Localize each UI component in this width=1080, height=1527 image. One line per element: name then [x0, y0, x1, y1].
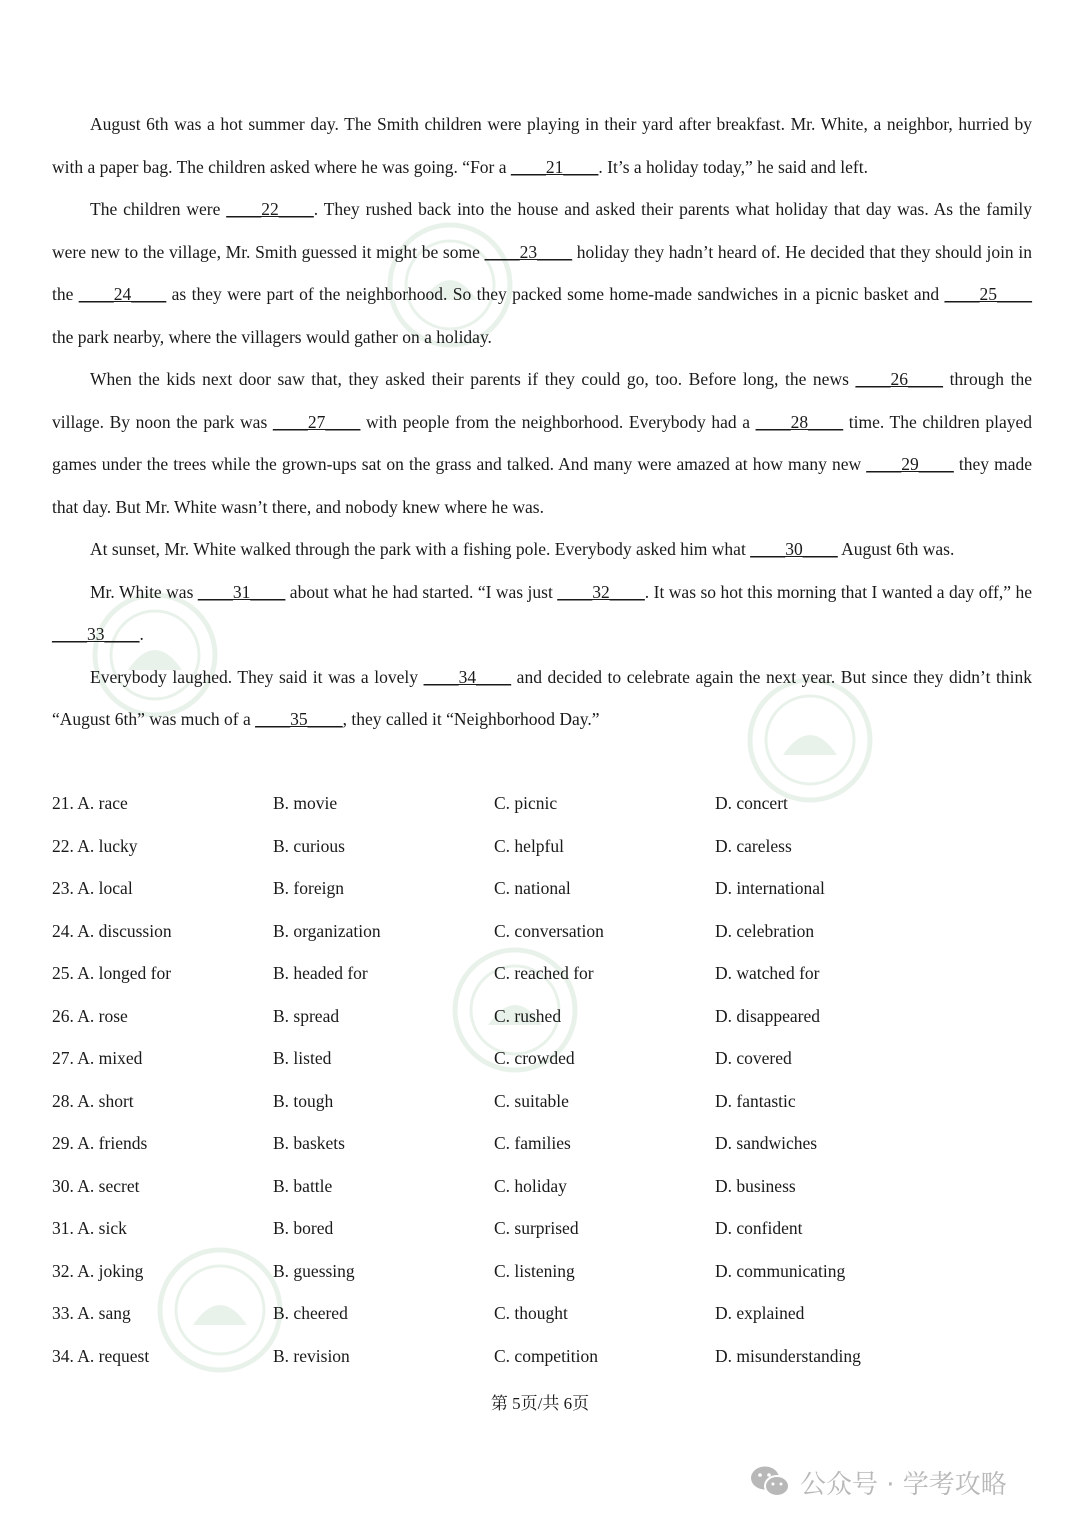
answer-blank: ____24____: [78, 284, 167, 304]
option-choice: 33. A. sang: [52, 1303, 131, 1323]
option-choice: D. explained: [715, 1303, 805, 1323]
passage-paragraph: [52, 571, 1032, 656]
wechat-icon: [750, 1465, 790, 1499]
option-choice: C. families: [494, 1133, 571, 1153]
answer-blank: ____28____: [755, 411, 844, 432]
option-choice: B. organization: [273, 920, 381, 941]
passage-text: time. The children played games under the trees while the grown-ups sat on the grass and talked. And many were amazed at how many new: [52, 411, 1032, 474]
option-choice: C. reached for: [494, 963, 594, 983]
option-choice: 29. A. friends: [52, 1133, 148, 1153]
passage-text: . It was so hot this morning that I wanted a day off,” he: [644, 581, 1032, 602]
passage-text: they made that day. But Mr. White wasn’t there, and nobody knew where he was.: [52, 454, 1032, 517]
option-choice: D. covered: [715, 1048, 792, 1068]
answer-blank: ____32____: [557, 581, 645, 602]
answer-blank: ____21____: [510, 156, 599, 177]
question-row: [52, 1080, 1032, 1123]
option-choice: C. national: [494, 878, 571, 898]
option-choice: D. sandwiches: [715, 1133, 818, 1153]
passage-paragraph: [52, 188, 1032, 358]
option-choice: B. tough: [273, 1090, 334, 1111]
answer-blank: ____29____: [866, 454, 954, 474]
option-choice: D. fantastic: [715, 1090, 796, 1111]
option-choice: B. bored: [273, 1218, 334, 1238]
passage-text: about what he had started. “I was just: [285, 581, 558, 602]
answer-blank: ____27____: [272, 411, 361, 432]
option-choice: 22. A. lucky: [52, 835, 138, 856]
option-choice: 30. A. secret: [52, 1175, 140, 1196]
question-row: [52, 995, 1032, 1038]
option-choice: C. crowded: [494, 1048, 575, 1068]
option-choice: C. thought: [494, 1303, 568, 1323]
passage-text: with people from the neighborhood. Everybody had a: [360, 411, 756, 432]
question-row: [52, 952, 1032, 995]
option-choice: B. guessing: [273, 1260, 355, 1281]
passage-paragraph: [52, 358, 1032, 528]
passage-text: , they called it “Neighborhood Day.”: [342, 709, 600, 729]
option-choice: C. suitable: [494, 1090, 569, 1111]
answer-blank: ____22____: [226, 199, 314, 219]
option-choice: B. headed for: [273, 963, 368, 983]
passage-text: . It’s a holiday today,” he said and left.: [598, 156, 868, 177]
passage-text: The children were: [90, 199, 227, 219]
answer-blank: ____30____: [750, 539, 838, 559]
page-number: 第 5页/共 6页: [490, 1394, 590, 1413]
option-choice: 32. A. joking: [52, 1260, 144, 1281]
option-choice: B. revision: [273, 1345, 350, 1366]
answer-blank: ____35____: [255, 709, 343, 729]
option-choice: D. international: [715, 878, 825, 898]
option-choice: D. business: [715, 1175, 796, 1196]
passage-text: through the village. By noon the park was: [52, 369, 1032, 432]
passage-text: and decided to celebrate again the next year. But since they didn’t think “August 6th” was much of a: [52, 666, 1032, 729]
passage-text: When the kids next door saw that, they asked their parents if they could go, too. Before long, the news: [90, 369, 856, 389]
option-choice: 26. A. rose: [52, 1005, 128, 1026]
option-choice: B. baskets: [273, 1133, 345, 1153]
option-choice: B. movie: [273, 793, 338, 813]
option-choice: C. picnic: [494, 793, 558, 813]
question-row: [52, 782, 1032, 825]
option-choice: 34. A. request: [52, 1345, 150, 1366]
question-row: [52, 1037, 1032, 1080]
option-choice: C. conversation: [494, 920, 604, 941]
option-choice: B. foreign: [273, 878, 344, 898]
question-row: [52, 1207, 1032, 1250]
passage-text: August 6th was.: [837, 539, 955, 559]
option-choice: D. misunderstanding: [715, 1345, 861, 1366]
question-row: [52, 1292, 1032, 1335]
option-choice: D. disappeared: [715, 1005, 820, 1026]
option-choice: D. concert: [715, 793, 788, 813]
passage-text: the park nearby, where the villagers would gather on a holiday.: [52, 326, 492, 347]
option-choice: D. communicating: [715, 1260, 846, 1281]
option-choice: 31. A. sick: [52, 1218, 127, 1238]
option-choice: C. holiday: [494, 1175, 567, 1196]
passage-text: Mr. White was: [90, 581, 198, 602]
option-choice: C. listening: [494, 1260, 575, 1281]
option-choice: 24. A. discussion: [52, 920, 172, 941]
passage-text: August 6th was a hot summer day. The Smith children were playing in their yard after breakfast. Mr. White, a neighbor, hurried by with a paper bag. The children asked where he was going. “For a: [52, 114, 1032, 177]
option-choice: B. spread: [273, 1005, 340, 1026]
option-choice: 28. A. short: [52, 1090, 134, 1111]
passage-text: as they were part of the neighborhood. So they packed some home-made sandwiches in a picnic basket and: [166, 284, 945, 304]
option-choice: C. helpful: [494, 835, 564, 856]
wechat-account: [750, 1462, 1007, 1502]
option-choice: 27. A. mixed: [52, 1048, 143, 1068]
question-row: [52, 1122, 1032, 1165]
option-choice: B. listed: [273, 1048, 332, 1068]
option-choice: C. competition: [494, 1345, 599, 1366]
answer-blank: ____23____: [484, 241, 573, 262]
option-choice: B. cheered: [273, 1303, 348, 1323]
passage-paragraph: [52, 103, 1032, 188]
option-choice: D. celebration: [715, 920, 815, 941]
option-choice: 25. A. longed for: [52, 963, 172, 983]
passage-text: .: [139, 624, 144, 644]
question-row: [52, 1335, 1032, 1378]
passage-paragraph: [52, 528, 1032, 571]
option-choice: C. rushed: [494, 1005, 562, 1026]
answer-blank: ____31____: [197, 581, 286, 602]
answer-blank: ____34____: [423, 666, 512, 687]
option-choice: C. surprised: [494, 1218, 579, 1238]
question-row: [52, 1250, 1032, 1293]
passage-text: At sunset, Mr. White walked through the park with a fishing pole. Everybody asked him what: [90, 539, 751, 559]
question-row: [52, 867, 1032, 910]
question-row: [52, 910, 1032, 953]
answer-blank: ____25____: [944, 284, 1032, 304]
question-row: [52, 1165, 1032, 1208]
passage-text: holiday they hadn’t heard of. He decided that they should join in the: [52, 241, 1032, 304]
passage-text: Everybody laughed. They said it was a lovely: [90, 666, 424, 687]
option-choice: D. watched for: [715, 963, 820, 983]
answer-blank: ____26____: [855, 369, 943, 389]
option-choice: B. curious: [273, 835, 345, 856]
option-choice: B. battle: [273, 1175, 333, 1196]
option-choice: D. careless: [715, 835, 792, 856]
passage-text: . They rushed back into the house and asked their parents what holiday that day was. As the family were new to the village, Mr. Smith guessed it might be some: [52, 199, 1032, 262]
passage-paragraph: [52, 656, 1032, 741]
answer-blank: ____33____: [52, 624, 140, 644]
account-label: 公众号 · 学考攻略: [800, 1469, 1007, 1500]
options-list: [52, 782, 1032, 1377]
option-choice: D. confident: [715, 1218, 803, 1238]
option-choice: 23. A. local: [52, 878, 133, 898]
question-row: [52, 825, 1032, 868]
cloze-passage: [52, 103, 1032, 741]
option-choice: 21. A. race: [52, 793, 128, 813]
